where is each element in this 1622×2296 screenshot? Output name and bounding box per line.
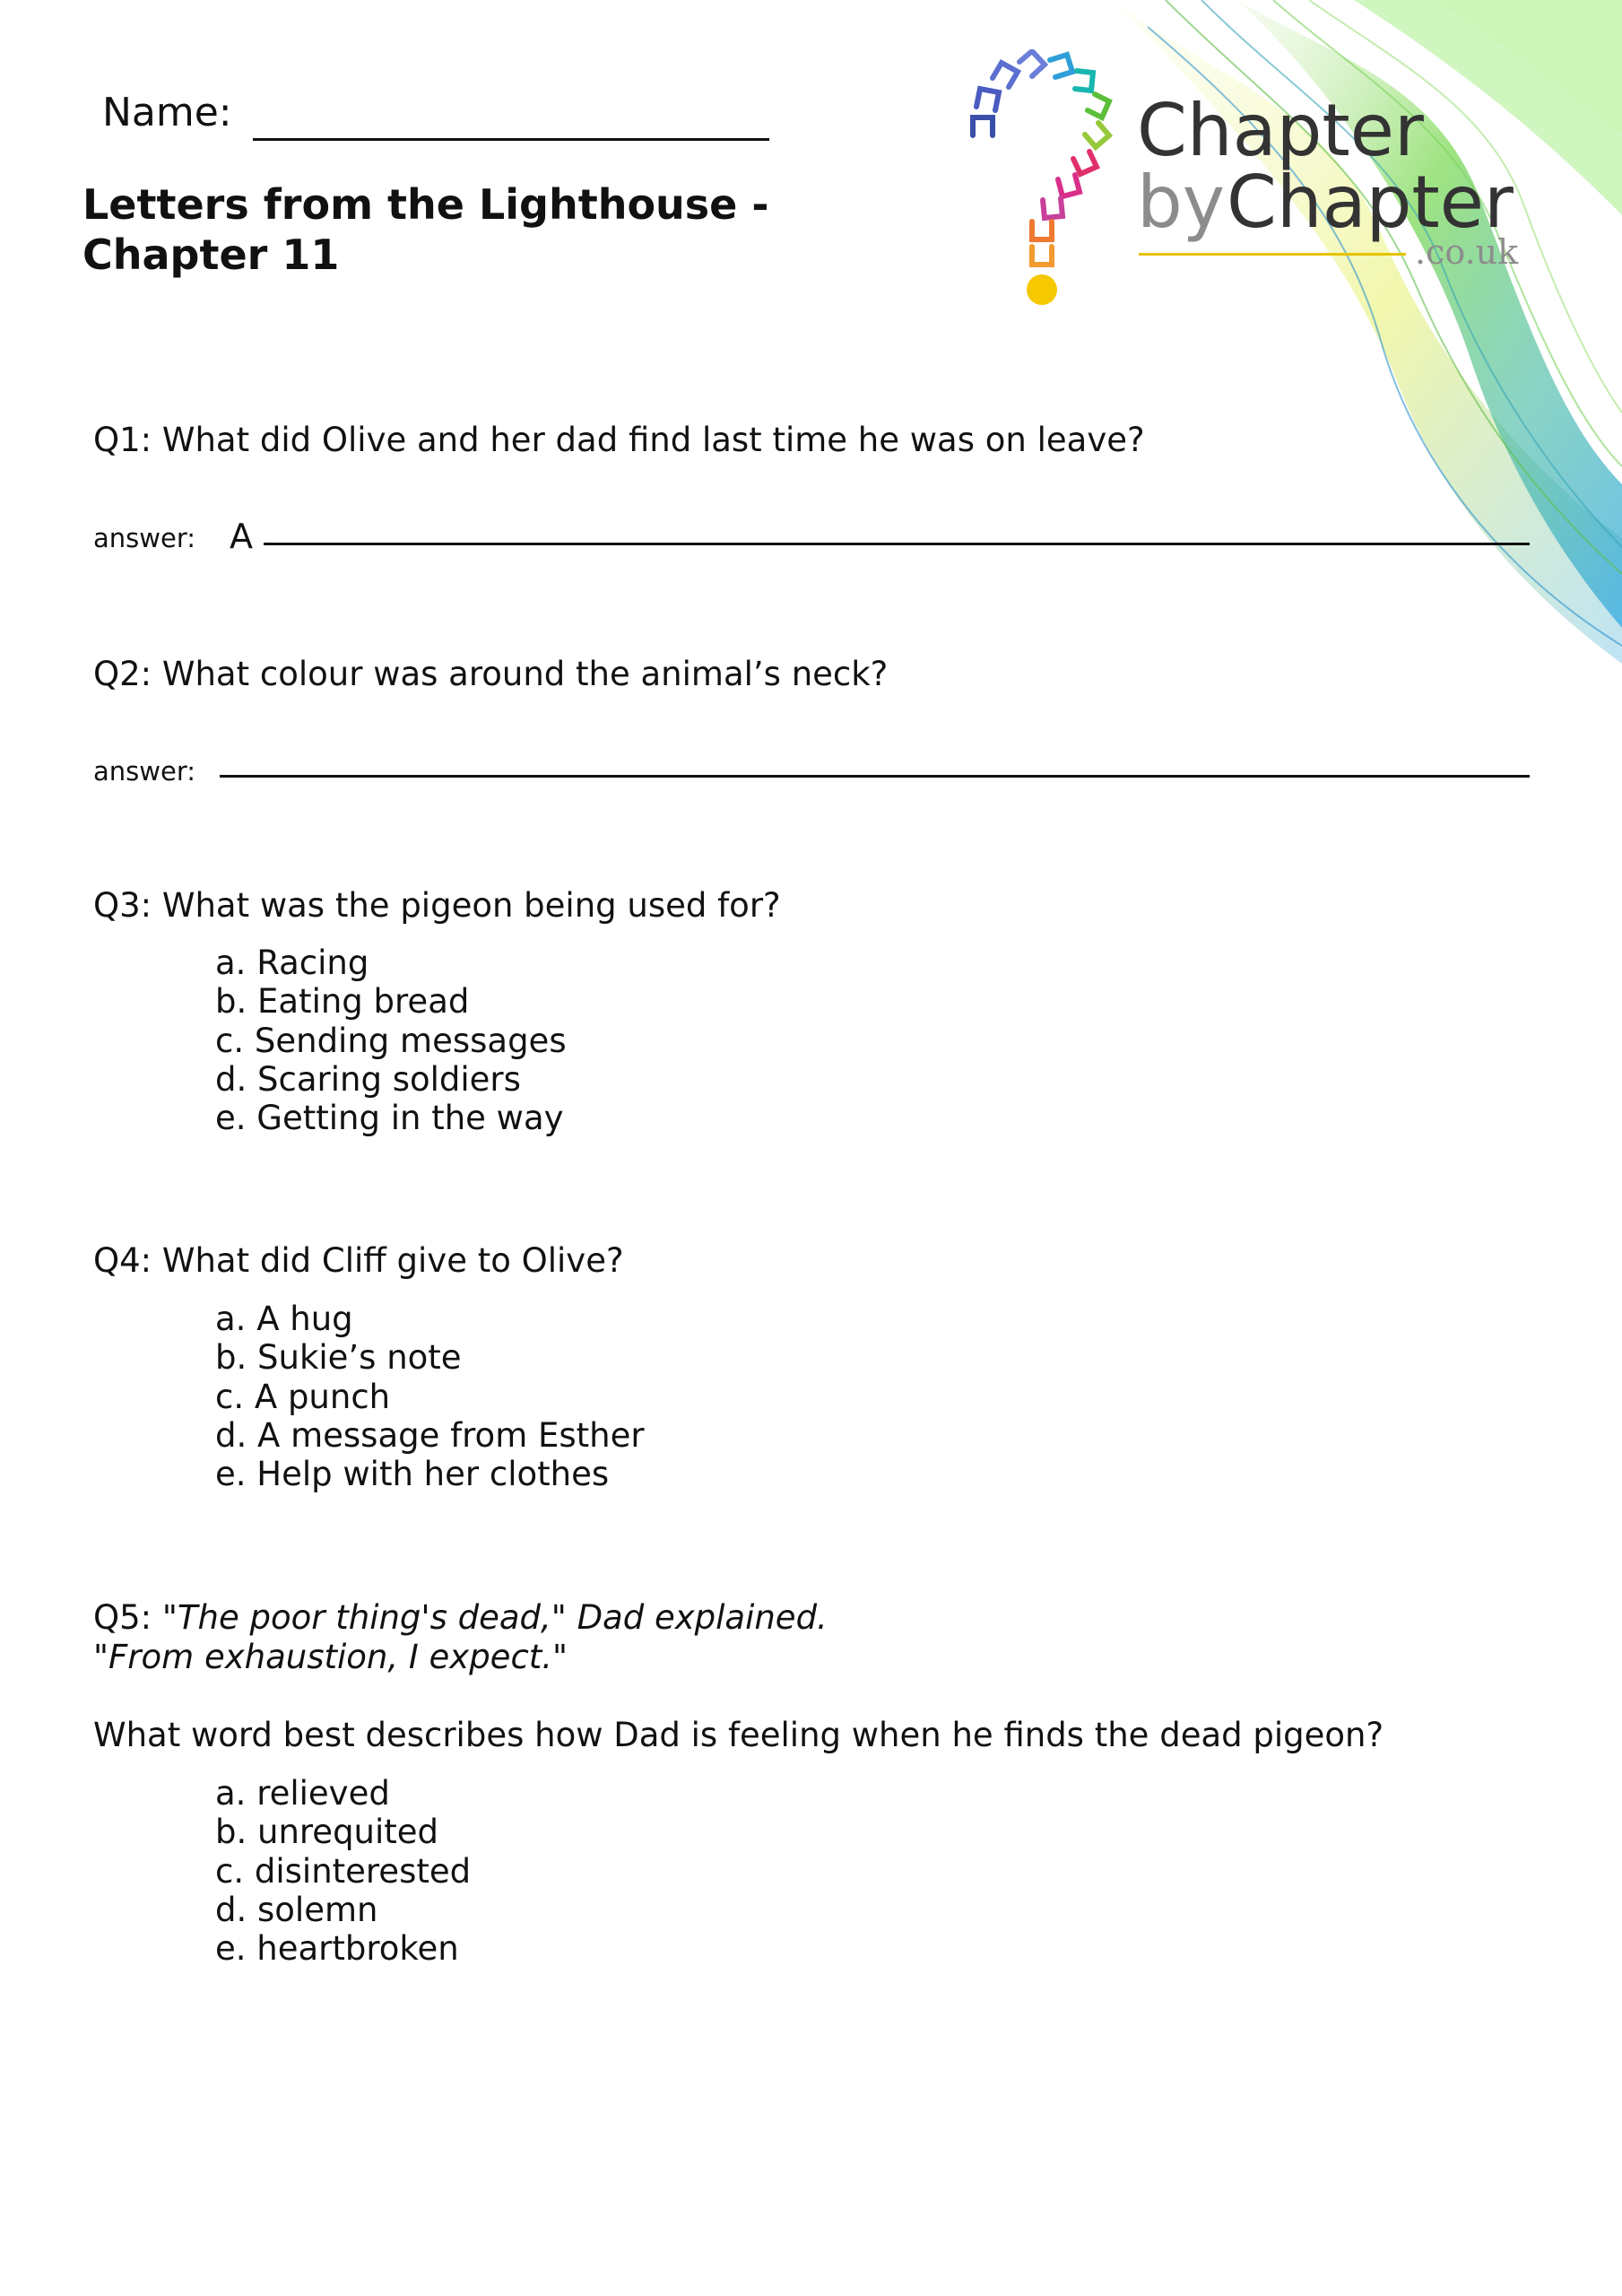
question-5-quote-line-2: "From exhaustion, I expect." [93,1638,568,1676]
option-q5-b[interactable]: b. unrequited [215,1813,439,1852]
worksheet-title: Letters from the Lighthouse - Chapter 11 [82,180,769,279]
option-q3-d[interactable]: d. Scaring soldiers [215,1059,521,1099]
question-5-quote-text-1: "The poor thing's dead," Dad explained. [161,1598,828,1637]
option-q4-d[interactable]: d. A message from Esther [215,1415,645,1455]
question-3: Q3: What was the pigeon being used for? [93,886,781,925]
logo-underline [1139,253,1406,256]
question-5: What word best describes how Dad is feeling when he finds the dead pigeon? [93,1716,1384,1754]
answer-label-q1: answer: [93,523,196,553]
logo-word-chapter-second: Chapter [1227,161,1514,244]
name-label: Name: [102,90,232,135]
answer-line-q2[interactable] [220,775,1530,778]
option-q3-a[interactable]: a. Racing [215,944,369,982]
answer-prefill-q1: A [230,517,253,556]
option-q4-c[interactable]: c. A punch [215,1377,391,1416]
option-q5-a[interactable]: a. relieved [215,1774,390,1813]
name-field-line[interactable] [253,138,769,141]
option-q5-d[interactable]: d. solemn [215,1890,378,1929]
answer-line-q1[interactable] [264,543,1530,545]
option-q5-e[interactable]: e. heartbroken [215,1929,459,1969]
option-q4-e[interactable]: e. Help with her clothes [215,1455,610,1494]
answer-label-q2: answer: [93,756,196,787]
options-q5 [215,1774,471,1968]
question-2: Q2: What colour was around the animal’s neck? [93,655,889,693]
books-question-mark-icon [964,49,1125,309]
option-q4-b[interactable]: b. Sukie’s note [215,1338,462,1378]
option-q5-c[interactable]: c. disinterested [215,1851,472,1891]
option-q3-b[interactable]: b. Eating bread [215,982,470,1022]
option-q4-a[interactable]: a. A hug [215,1300,353,1338]
question-5-prefix: Q5: [93,1598,152,1637]
logo-domain: .co.uk [1415,232,1519,272]
option-q3-e[interactable]: e. Getting in the way [215,1099,564,1138]
option-q3-c[interactable]: c. Sending messages [215,1021,567,1060]
question-4: Q4: What did Cliff give to Olive? [93,1241,624,1280]
options-q4 [215,1300,645,1493]
logo-word-by: by [1137,161,1226,244]
question-1: Q1: What did Olive and her dad find last time he was on leave? [93,421,1145,459]
question-5-quote-line-1 [93,1598,828,1638]
logo-word-chapter: Chapter [1137,89,1424,172]
options-q3 [215,944,567,1137]
